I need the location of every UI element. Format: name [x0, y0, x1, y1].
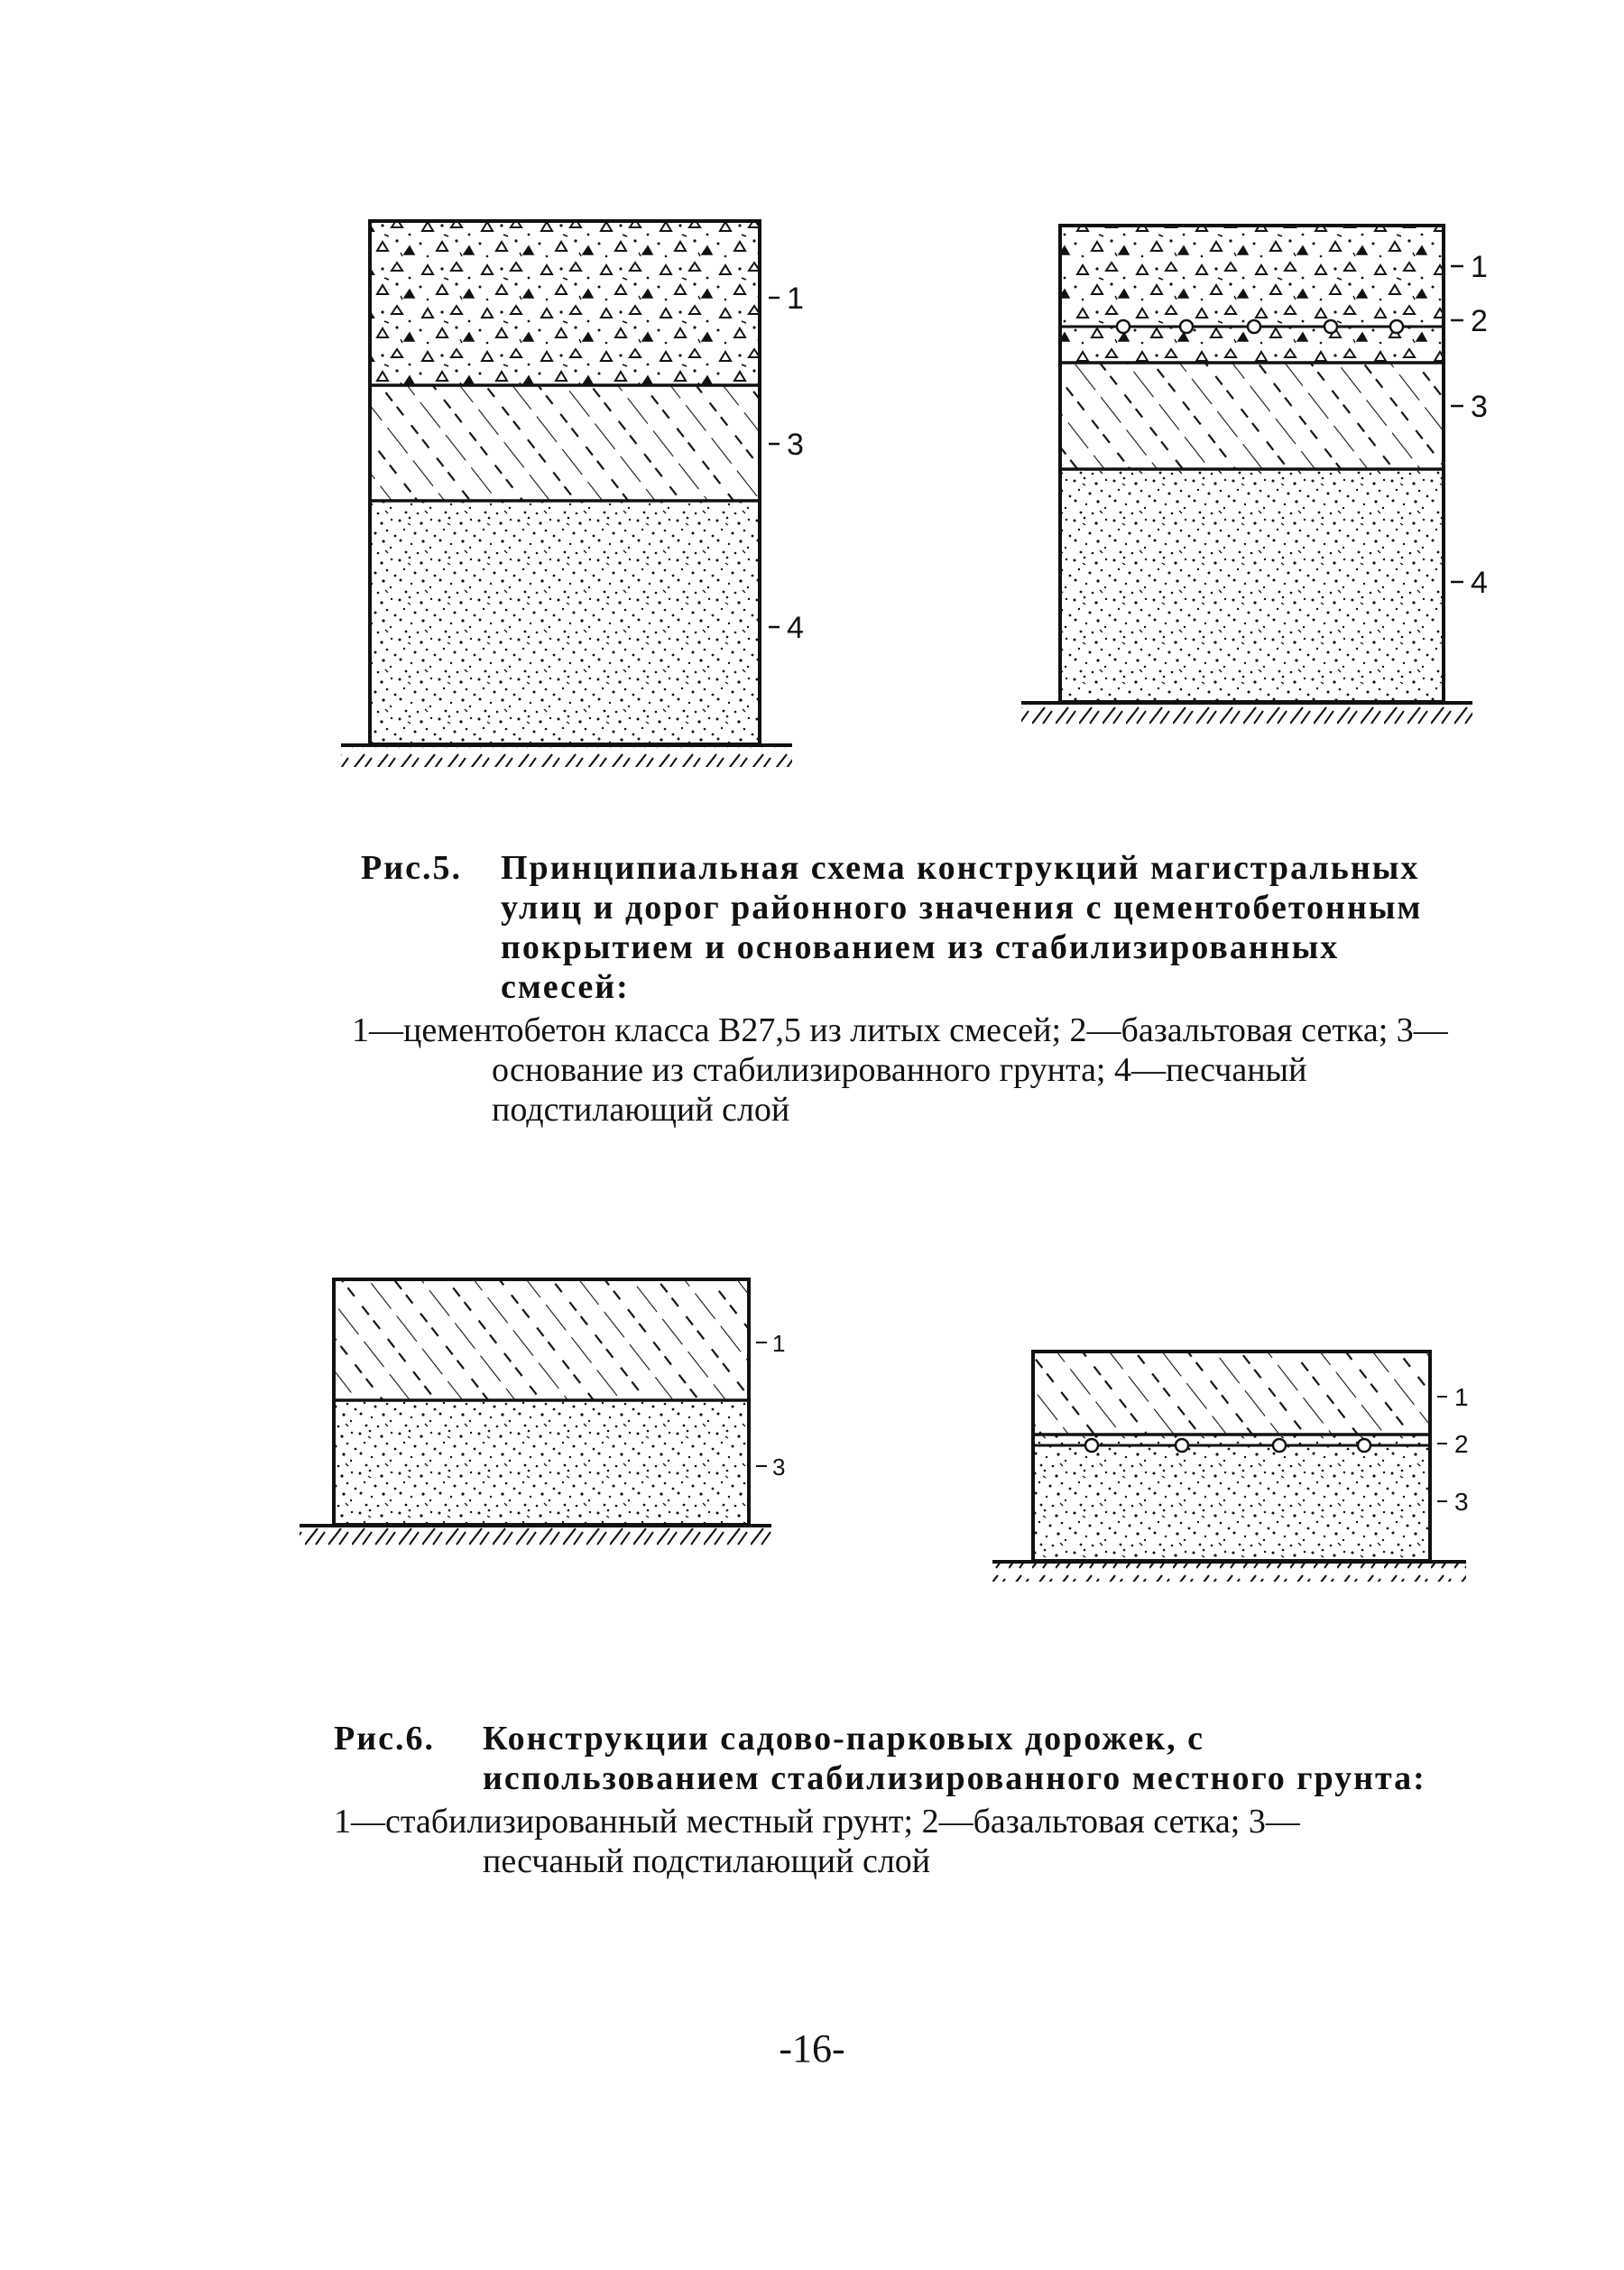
layer-label: 1	[787, 281, 804, 316]
fig6-left-section	[300, 1279, 785, 1546]
layer-label: 4	[1471, 566, 1488, 600]
layer-3-stabilized-base	[370, 385, 760, 501]
layer-label: 3	[772, 1453, 786, 1481]
layer-label: 3	[1471, 390, 1488, 424]
ground-hatch	[300, 1527, 771, 1546]
layer-label: 2	[1454, 1430, 1469, 1458]
layer-label: 1	[1471, 250, 1488, 284]
fig5-caption-head	[361, 848, 1453, 1007]
fig6-right-section	[992, 1352, 1469, 1582]
layer-3-sand	[334, 1400, 749, 1525]
layer-1-stabilized-soil	[334, 1279, 749, 1400]
ground-hatch	[992, 1564, 1466, 1582]
layer-label: 3	[787, 428, 804, 462]
layer-1-concrete	[1060, 226, 1444, 363]
fig6-caption-title: Конструкции садово-парковых дорожек, с использованием стабилизированного местного грунта:	[483, 1720, 1426, 1797]
ground-hatch	[1021, 705, 1472, 724]
layer-1-concrete	[370, 221, 760, 385]
fig5-caption-legend: 1—цементобетон класса В27,5 из литых смесей; 2—базальтовая сетка; 3—основание из стабилизированного грунта; 4—песчаный подстилающий слой	[352, 1011, 1448, 1129]
fig6-caption-legend: 1—стабилизированный местный грунт; 2—базальтовая сетка; 3—песчаный подстилающий слой	[334, 1803, 1300, 1880]
fig5-caption-title: Принципиальная схема конструкций магистральных улиц и дорог районного значения с цементобетонным покрытием и основанием из стабилизированных смесей:	[501, 849, 1423, 1006]
layer-4-sand	[370, 501, 760, 744]
fig5-caption	[352, 848, 1453, 1130]
layer-3-stabilized-base	[1060, 363, 1444, 469]
layer-1-stabilized-soil	[1033, 1352, 1430, 1435]
layer-4-sand	[1060, 469, 1444, 702]
ground-hatch	[341, 747, 792, 767]
page-number: -16-	[779, 2026, 845, 2071]
layer-label: 3	[1454, 1488, 1469, 1516]
layer-label: 1	[1454, 1383, 1469, 1411]
layer-label: 2	[1471, 304, 1488, 338]
fig5-caption-prefix: Рис.5.	[361, 849, 462, 887]
layer-label: 1	[772, 1330, 786, 1357]
fig6-caption-head	[334, 1719, 1435, 1798]
layer-3-sand	[1033, 1435, 1430, 1561]
fig6-caption	[334, 1719, 1435, 1881]
fig5-left-section	[341, 221, 804, 767]
fig6-caption-prefix: Рис.6.	[334, 1720, 435, 1758]
layer-label: 4	[787, 611, 804, 645]
fig5-right-section	[1021, 226, 1488, 724]
